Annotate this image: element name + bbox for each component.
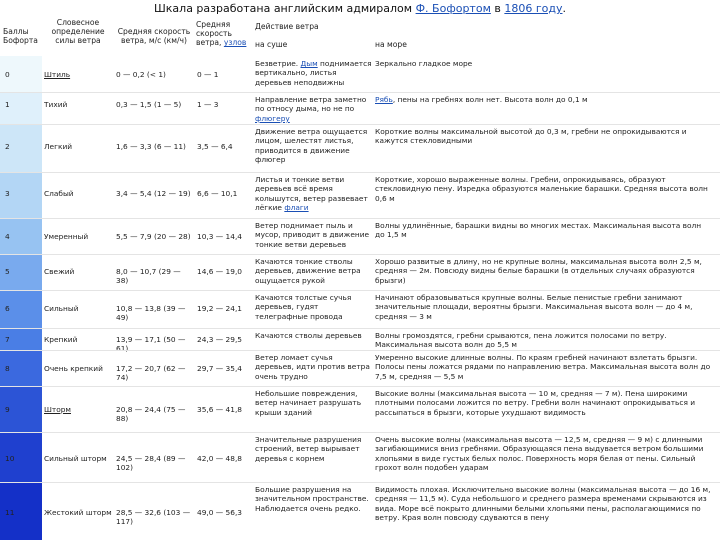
sea-effect <box>375 435 713 481</box>
wind-speed-knots: 24,3 — 29,5 <box>197 335 243 344</box>
term-link[interactable]: Рябь <box>375 95 393 104</box>
text-segment: Короткие волны максимальной высотой до 0,3 м, гребни не опрокидываются и кажутся стекловидными <box>375 127 687 146</box>
text-segment: Начинают образовываться крупные волны. Белые пенистые гребни занимают значительные площади, вероятны брызги. Максимальная высота волн — до 4 м, средняя — 3 м <box>375 293 693 321</box>
row-divider <box>0 328 720 329</box>
wind-speed-ms: 20,8 — 24,4 (75 — 88) <box>116 405 186 424</box>
row-divider <box>0 350 720 351</box>
beaufort-number: 0 <box>5 70 10 79</box>
row-divider <box>0 386 720 387</box>
wind-speed-ms: 13,9 — 17,1 (50 — 61) <box>116 335 186 354</box>
wind-name: Сильный шторм <box>44 454 107 463</box>
land-effect <box>255 435 373 481</box>
beaufort-number: 10 <box>5 454 15 463</box>
wind-name: Легкий <box>44 142 73 151</box>
wind-name: Сильный <box>44 304 79 313</box>
wind-speed-ms: 24,5 — 28,4 (89 — 102) <box>116 454 186 473</box>
wind-speed-ms: 28,5 — 32,6 (103 — 117) <box>116 508 191 527</box>
text-segment: , пены на гребнях волн нет. Высота волн до 0,1 м <box>392 95 588 104</box>
wind-speed-knots: 1 — 3 <box>197 100 219 109</box>
wind-speed-ms: 8,0 — 10,7 (29 — 38) <box>116 267 181 286</box>
land-effect <box>255 95 373 123</box>
wind-speed-ms: 5,5 — 7,9 (20 — 28) <box>116 232 191 241</box>
text-segment: Качаются тонкие стволы деревьев, движение ветра ощущается рукой <box>255 257 361 285</box>
year-link[interactable]: 1806 году <box>504 2 563 15</box>
row-divider <box>0 432 720 433</box>
sea-effect <box>375 175 713 217</box>
land-effect <box>255 257 373 289</box>
text-segment: Направление ветра заметно по относу дыма, но не по <box>255 95 367 114</box>
header-action: Действие ветра <box>255 22 319 31</box>
land-effect <box>255 485 373 539</box>
sea-effect <box>375 389 713 431</box>
sea-effect <box>375 95 713 123</box>
row-divider <box>0 290 720 291</box>
text-segment: Большие разрушения на значительном пространстве. Наблюдается очень редко. <box>255 485 369 513</box>
land-effect <box>255 221 373 253</box>
beaufort-number: 9 <box>5 405 10 414</box>
beaufort-number: 6 <box>5 304 10 313</box>
header-speed: Средняя скорость ветра, м/с (км/ч) <box>117 27 191 46</box>
term-link[interactable]: флаги <box>284 203 309 213</box>
land-effect <box>255 175 373 217</box>
sea-effect <box>375 221 713 253</box>
text-segment: Высокие волны (максимальная высота — 10 м, средняя — 7 м). Пена широкими плотными полосами ложится по ветру. Гребни волн начинают опрокидываться и рассыпаться в брызги, которые ухудшают видимость <box>375 389 696 417</box>
text-segment: Хорошо развитые в длину, но не крупные волны, максимальная высота волн 2,5 м, средняя — 2м. Повсюду видны белые барашки (в отдельных случаях образуются брызги) <box>375 257 702 285</box>
land-effect <box>255 331 373 349</box>
text-segment: Волны удлинённые, барашки видны во многих местах. Максимальная высота волн до 1,5 м <box>375 221 702 240</box>
sea-effect <box>375 293 713 327</box>
row-divider <box>0 254 720 255</box>
title-mid: в <box>490 2 505 15</box>
text-segment: Умеренно высокие длинные волны. По краям гребней начинают взлетать брызги. Полосы пены ложатся рядами по направлению ветра. Максимальная высота волн до 7,5 м, средняя — 5,5 м <box>375 353 711 381</box>
row-divider <box>0 172 720 173</box>
text-segment: Листья и тонкие ветви деревьев всё время колышутся, ветер развевает лёгкие <box>255 175 368 213</box>
header-verbal: Словесное определение силы ветра <box>51 18 105 46</box>
sea-effect <box>375 127 713 171</box>
row-divider <box>0 92 720 93</box>
text-segment: Ветер ломает сучья деревьев, идти против ветра очень трудно <box>255 353 370 381</box>
wind-speed-knots: 0 — 1 <box>197 70 219 79</box>
wind-name[interactable]: Шторм <box>44 405 71 414</box>
header-points: Баллы Бофорта <box>3 27 38 46</box>
wind-speed-knots: 14,6 — 19,0 <box>197 267 243 276</box>
term-link[interactable]: Дым <box>300 59 318 68</box>
wind-name: Очень крепкий <box>44 364 103 373</box>
wind-name: Слабый <box>44 189 74 198</box>
wind-speed-ms: 17,2 — 20,7 (62 — 74) <box>116 364 186 383</box>
row-divider <box>0 482 720 483</box>
beaufort-number: 3 <box>5 189 10 198</box>
sea-effect <box>375 331 713 349</box>
text-segment: поднимается вертикально, листья деревьев неподвижны <box>255 59 372 87</box>
header-land: на суше <box>255 40 288 49</box>
wind-speed-ms: 1,6 — 3,3 (6 — 11) <box>116 142 186 151</box>
land-effect <box>255 389 373 431</box>
wind-name: Тихий <box>44 100 68 109</box>
wind-speed-knots: 29,7 — 35,4 <box>197 364 243 373</box>
text-segment: Качаются стволы деревьев <box>255 331 362 340</box>
wind-speed-knots: 10,3 — 14,4 <box>197 232 243 241</box>
wind-name: Крепкий <box>44 335 78 344</box>
text-segment: Волны громоздятся, гребни срываются, пена ложится полосами по ветру. Максимальная высота волн до 5,5 м <box>375 331 667 349</box>
wind-speed-knots: 19,2 — 24,1 <box>197 304 243 313</box>
wind-name[interactable]: Штиль <box>44 70 71 79</box>
text-segment: Зеркально гладкое море <box>375 59 473 68</box>
beaufort-number: 4 <box>5 232 10 241</box>
header-sea: на море <box>375 40 407 49</box>
bofort-link[interactable]: Ф. Бофортом <box>415 2 491 15</box>
land-effect <box>255 293 373 327</box>
sea-effect <box>375 485 713 539</box>
wind-speed-knots: 42,0 — 48,8 <box>197 454 243 463</box>
beaufort-number: 7 <box>5 335 10 344</box>
beaufort-number: 2 <box>5 142 10 151</box>
text-segment: Движение ветра ощущается лицом, шелестят листья, приводится в движение флюгер <box>255 127 368 165</box>
term-link[interactable]: флюгеру <box>255 113 290 123</box>
text-segment: Короткие, хорошо выраженные волны. Гребни, опрокидываясь, образуют стекловидную пену. Изредка образуются маленькие барашки. Средняя высота волн 0,6 м <box>375 175 708 203</box>
text-segment: Безветрие. <box>255 59 301 68</box>
land-effect <box>255 127 373 171</box>
beaufort-number: 8 <box>5 364 10 373</box>
wind-speed-knots: 6,6 — 10,1 <box>197 189 238 198</box>
wind-speed-knots: 35,6 — 41,8 <box>197 405 243 414</box>
land-effect <box>255 353 373 385</box>
sea-effect <box>375 353 713 385</box>
wind-speed-ms: 0 — 0,2 (< 1) <box>116 70 166 79</box>
beaufort-number: 11 <box>5 508 15 517</box>
sea-effect <box>375 59 713 91</box>
text-segment: Небольшие повреждения, ветер начинает разрушать крыши зданий <box>255 389 362 417</box>
wind-speed-ms: 3,4 — 5,4 (12 — 19) <box>116 189 191 198</box>
wind-name: Свежий <box>44 267 75 276</box>
wind-name: Жестокий шторм <box>44 508 112 517</box>
sea-effect <box>375 257 713 289</box>
text-segment: Значительные разрушения строений, ветер вырывает деревья с корнем <box>255 435 362 463</box>
header-knots-text: Средняя скорость ветра, <box>196 20 232 48</box>
wind-speed-knots: 3,5 — 6,4 <box>197 142 233 151</box>
wind-speed-knots: 49,0 — 56,3 <box>197 508 243 517</box>
page-title <box>0 2 720 15</box>
text-segment: Видимость плохая. Исключительно высокие волны (максимальная высота — до 16 м, средняя — 11,5 м). Суда небольшого и среднего размера временами скрываются из вида. Море всё покрыто длинными белыми хлопьями пены, располагающимися по ветру. Края волн повсюду сдуваются в пену <box>375 485 711 523</box>
beaufort-number: 5 <box>5 267 10 276</box>
title-prefix: Шкала разработана английским адмиралом <box>154 2 416 15</box>
row-divider <box>0 124 720 125</box>
text-segment: Качаются толстые сучья деревьев, гудят телеграфные провода <box>255 293 352 321</box>
beaufort-number: 1 <box>5 100 10 109</box>
knots-link[interactable]: узлов <box>223 38 247 48</box>
wind-speed-ms: 0,3 — 1,5 (1 — 5) <box>116 100 182 109</box>
text-segment: Очень высокие волны (максимальная высота — 12,5 м, средняя — 9 м) с длинными загибающимися вниз гребнями. Образующаяся пена выдувается ветром большими хлопьями в виде густых белых полос. Поверхность моря белая от пены. Сильный грохот волн подобен ударам <box>375 435 704 473</box>
wind-name: Умеренный <box>44 232 89 241</box>
text-segment: Ветер поднимает пыль и мусор, приводит в движение тонкие ветви деревьев <box>255 221 370 249</box>
row-divider <box>0 218 720 219</box>
header-knots <box>196 20 250 48</box>
land-effect <box>255 59 373 91</box>
wind-speed-ms: 10,8 — 13,8 (39 — 49) <box>116 304 186 323</box>
title-suffix: . <box>562 2 566 15</box>
